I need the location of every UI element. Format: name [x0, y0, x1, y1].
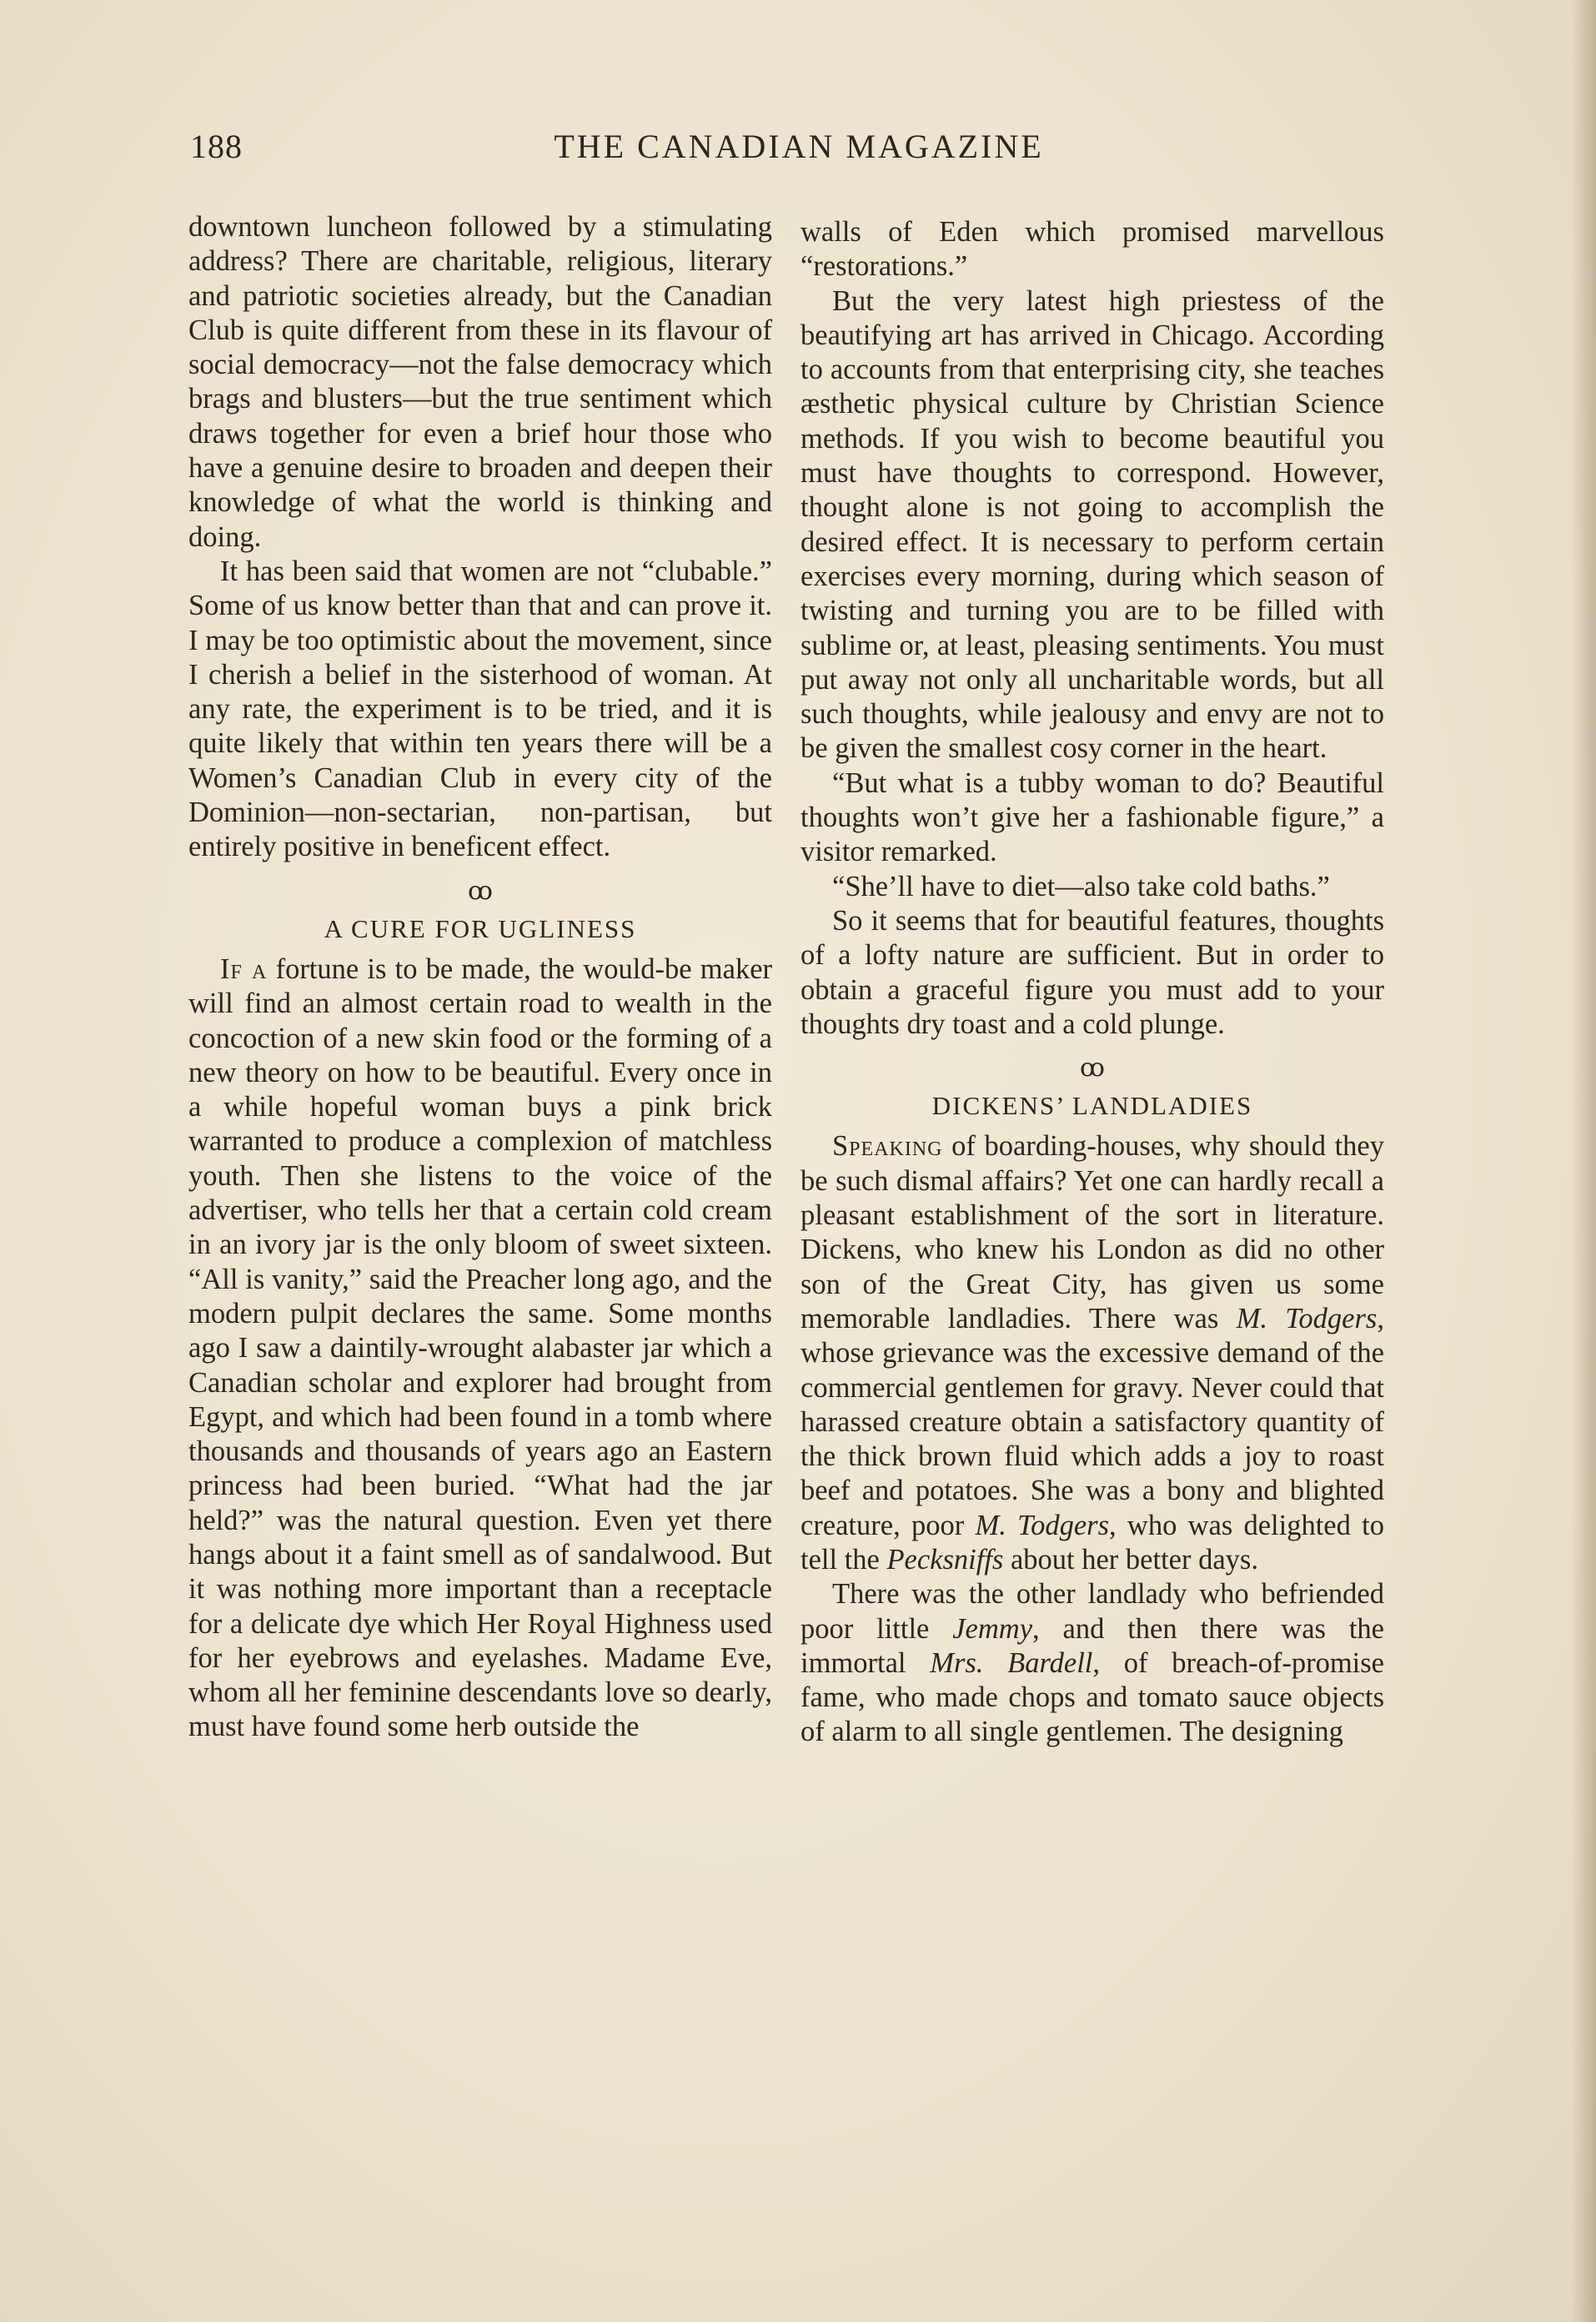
paragraph-text: , of breach-of-promise fame, who made chops and tomato sauce objects of alarm to all single gentlemen. The designing: [801, 1646, 1384, 1748]
left-column: [188, 210, 772, 1745]
paragraph-text: There was the other landlady who befriended poor little: [801, 1578, 1384, 1645]
paragraph-text: about her better days.: [1003, 1543, 1258, 1576]
paragraph: “But what is a tubby woman to do? Beautiful thoughts won’t give her a fashionable figure,” a visitor remarked.: [801, 766, 1384, 868]
running-head: [190, 127, 1408, 177]
character-name: Jemmy: [952, 1612, 1033, 1645]
character-name: Pecksniffs: [886, 1543, 1004, 1576]
paragraph-text: of boarding-houses, why should they be such dismal affairs? Yet one can hardly recall a pleasant establishment of the sort in literature. Dickens, who knew his London as did no other son of the Great City, has given us some memorable landladies. There was: [801, 1130, 1384, 1334]
section-heading-landladies: DICKENS’ LANDLADIES: [931, 1091, 1253, 1121]
paragraph: So it seems that for beautiful features, thoughts of a lofty nature are sufficient. But in order to obtain a graceful figure you must add to your thoughts dry toast and a cold plunge.: [801, 904, 1384, 1040]
paragraph: walls of Eden which promised marvellous “restorations.”: [801, 216, 1384, 283]
page-number: 188: [190, 128, 243, 165]
magazine-title: THE CANADIAN MAGAZINE: [554, 128, 1044, 165]
paragraph-text: , whose grievance was the excessive demand of the commercial gentlemen for gravy. Never could that harassed creature obtain a satisfactory quantity of the thick brown fluid which adds a joy to roast beef and potatoes. She was a bony and blighted creature, poor: [801, 1302, 1384, 1541]
paragraph: [188, 952, 772, 1745]
paragraph: But the very latest high priestess of the beautifying art has arrived in Chicago. According to accounts from that enterprising city, she teaches æsthetic physical culture by Christian Science methods. If you wish to become beautiful you must have thoughts to correspond. However, thought alone is not going to accomplish the desired effect. It is necessary to perform certain exercises every morning, during which season of twisting and turning you are to be filled with sublime or, at least, pleasing sentiments. You must put away not only all uncharitable words, but all such thoughts, while jealousy and envy are not to be given the smallest cosy corner in the heart.: [801, 284, 1384, 765]
section-ornament-icon: ꝏ: [1080, 1054, 1105, 1083]
right-column: [801, 215, 1384, 1750]
paragraph: “She’ll have to diet—also take cold baths.”: [832, 870, 1330, 902]
lead-in-words: If a: [220, 952, 268, 985]
paragraph-text: , and then there was the immortal: [801, 1612, 1384, 1679]
paragraph: downtown luncheon followed by a stimulating address? There are charitable, religious, literary and patriotic societies already, but the Canadian Club is quite different from these in its flavour of social democracy—not the false democracy which brags and blusters—but the true sentiment which draws together for even a brief hour those who have a genuine desire to broaden and deepen their knowledge of what the world is thinking and doing.: [188, 211, 772, 553]
page-edge-shadow: [1571, 0, 1596, 2322]
paragraph-text: , who was delighted to tell the: [801, 1509, 1384, 1576]
lead-in-words: Speaking: [832, 1130, 943, 1163]
paragraph: It has been said that women are not “clubable.” Some of us know better than that and can prove it. I may be too optimistic about the movement, since I cherish a belief in the sisterhood of woman. At any rate, the experiment is to be tried, and it is quite likely that within ten years there will be a Women’s Canadian Club in every city of the Dominion—non-sectarian, non-partisan, but entirely positive in beneficent effect.: [188, 555, 772, 863]
section-ornament-icon: ꝏ: [468, 877, 493, 905]
character-name: M. Todgers: [1236, 1302, 1378, 1334]
paragraph-text: fortune is to be made, the would-be maker will find an almost certain road to wealth in the concoction of a new skin food or the forming of a new theory on how to be beautiful. Every once in a while hopeful woman buys a pink brick warranted to produce a complexion of matchless youth. Then she listens to the voice of the advertiser, who tells her that a certain cold cream in an ivory jar is the only bloom of sweet sixteen. “All is vanity,” said the Preacher long ago, and the modern pulpit declares the same. Some months ago I saw a daintily-wrought alabaster jar which a Canadian scholar and explorer had brought from Egypt, and which had been found in a tomb where thousands and thousands of years ago an Eastern princess had been buried. “What had the jar held?” was the natural question. Even yet there hangs about it a faint smell as of sandalwood. But it was nothing more important than a receptacle for a delicate dye which Her Royal Highness used for her eyebrows and eyelashes. Madame Eve, whom all her feminine descendants love so dearly, must have found some herb outside the: [188, 952, 772, 1743]
paragraph: [801, 1129, 1384, 1577]
section-heading-ugliness: A CURE FOR UGLINESS: [324, 913, 637, 943]
character-name: M. Todgers: [975, 1509, 1110, 1541]
character-name: Mrs. Bardell: [930, 1646, 1093, 1679]
paragraph: [801, 1577, 1384, 1749]
